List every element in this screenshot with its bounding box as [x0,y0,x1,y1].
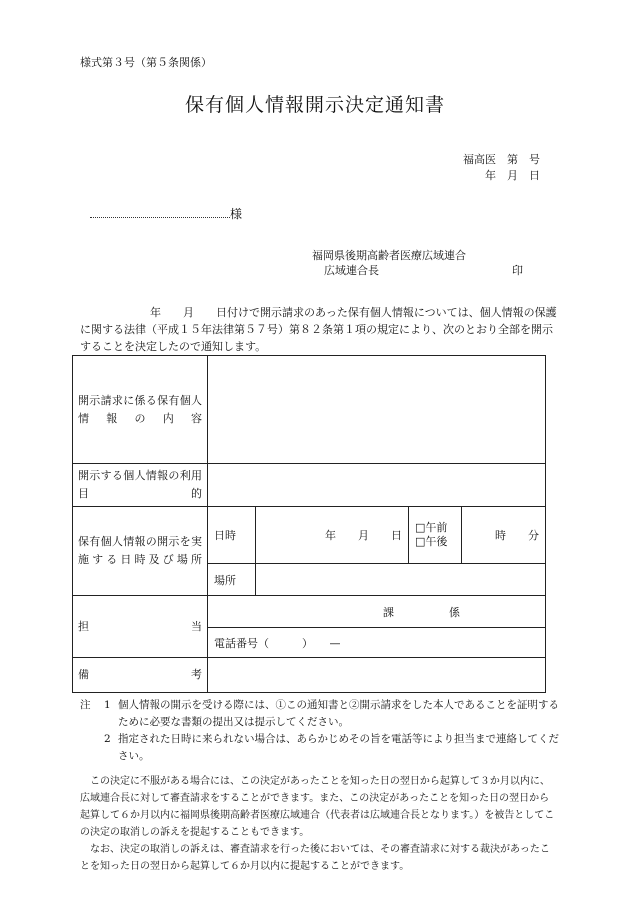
date-field[interactable]: 年 月 日 [256,507,409,564]
body-text: 年 月 日付けで開示請求のあった保有個人情報については、個人情報の保護に関する法律（平成１５年法律第５７号）第８２条第１項の規定により、次のとおり全部を開示することを決定したので通知します。 [80,306,557,353]
note-number: 1 [104,699,111,711]
content-field[interactable] [208,356,546,464]
addressee-blank [90,207,230,218]
datetime-label: 日時 [208,507,256,564]
appeal-paragraph: この決定に不服がある場合には、この決定があったことを知った日の翌日から起算して３か月以内に、広域連合長に対して審査請求をすることができます。また、この決定があったことを知った日の翌日から起算して６か月以内に福岡県後期高齢者医療広域連合（代表者は広域連合長となります。）を被告としてこの決定の取消しの訴えを提起することもできます。 [80,776,555,838]
issuer-title: 広域連合長 [324,264,379,277]
table-row [73,464,546,507]
disclosure-table [72,355,546,693]
table-row [73,507,546,564]
appeal-paragraph: なお、決定の取消しの訴えは、審査請求を行った後においては、その審査請求に対する裁決があったことを知った日の翌日から起算して６か月以内に提起することができます。 [80,844,550,872]
remarks-field[interactable] [208,658,546,693]
note-text: 個人情報の開示を受ける際には、①この通知書と②開示請求をした本人であることを証明するために必要な書類の提出又は提示してください。 [118,699,559,728]
document-date: 年 月 日 [485,169,540,182]
notes-head: 注 [80,699,91,711]
time-field[interactable]: 時 分 [462,507,546,564]
row-label-contact: 担当 [73,596,208,658]
pm-checkbox[interactable]: □午後 [415,535,448,548]
row-label-purpose: 開示する個人情報の利用目的 [73,464,208,507]
body-paragraph [80,304,560,355]
place-label: 場所 [208,564,256,596]
am-pm-select[interactable] [409,507,462,564]
issuer-organization: 福岡県後期高齢者医療広域連合 [312,249,466,262]
note-item [80,697,560,731]
note-number: 2 [104,733,111,745]
row-label-remarks: 備考 [73,658,208,693]
purpose-field[interactable] [208,464,546,507]
note-item [80,731,560,765]
table-row [73,356,546,464]
row-label-content: 開示請求に係る保有個人情報の内容 [73,356,208,464]
addressee-suffix: 様 [230,207,243,221]
table-row [73,658,546,693]
phone-field[interactable]: 電話番号（ ） — [208,628,546,658]
document-title: 保有個人情報開示決定通知書 [184,94,445,116]
am-checkbox[interactable]: □午前 [415,521,448,534]
place-field[interactable] [256,564,546,596]
department-field[interactable]: 課 係 [208,596,546,628]
addressee-line [90,205,242,222]
document-number: 福高医 第 号 [463,153,540,166]
appeal-notice [80,773,555,875]
seal-mark: 印 [512,264,523,277]
note-text: 指定された日時に来られない場合は、あらかじめその旨を電話等により担当まで連絡してください。 [118,733,559,762]
notes-section [80,697,560,765]
row-label-datetime-place: 保有個人情報の開示を実施する日時及び場所 [73,507,208,596]
table-row [73,596,546,628]
form-number: 様式第３号（第５条関係） [80,56,212,69]
